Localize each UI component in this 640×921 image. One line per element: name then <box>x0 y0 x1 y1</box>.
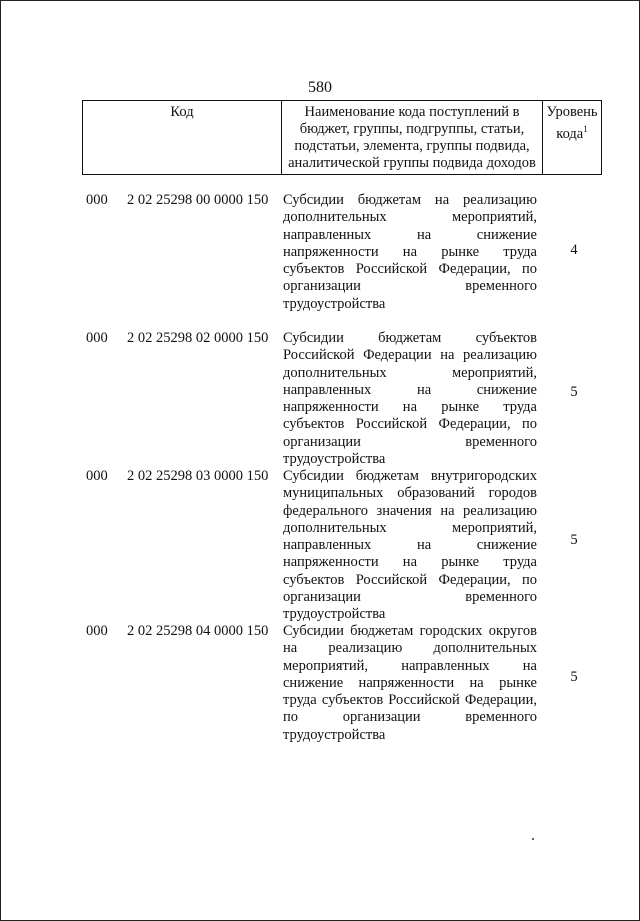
row-name: Субсидии бюджетам субъектов Российской Федерации на реализацию дополнительных мероприятий, направленных на снижение напряженности на рынке труда субъектов Российской Федерации, по организации временного трудоустройства <box>283 330 537 468</box>
table-body <box>0 192 640 747</box>
row-name: Субсидии бюджетам внутригородских муниципальных образований городов федерального значения на реализацию дополнительных мероприятий, направленных на снижение напряженности на рынке труда субъектов Российской Федерации, по организации временного трудоустройства <box>283 468 537 623</box>
row-level: 4 <box>570 242 578 258</box>
header-level <box>543 101 602 174</box>
header-level-label: Уровень код <box>546 104 598 142</box>
row-code: 2 02 25298 04 0000 150 <box>127 623 269 639</box>
table-row <box>0 623 640 747</box>
table-header <box>82 100 602 175</box>
header-name: Наименование кода поступлений в бюджет, группы, подгруппы, статьи, подстатьи, элемента, группы подвида, аналитической группы подвида доходов <box>282 101 543 174</box>
header-code: Код <box>83 101 282 174</box>
table-row <box>0 468 640 623</box>
row-prefix: 000 <box>86 192 108 208</box>
row-name: Субсидии бюджетам на реализацию дополнительных мероприятий, направленных на снижение напряженности на рынке труда субъектов Российской Федерации, по организации временного трудоустройства <box>283 192 537 312</box>
row-level: 5 <box>570 669 578 685</box>
row-code: 2 02 25298 02 0000 150 <box>127 330 269 346</box>
row-code: 2 02 25298 00 0000 150 <box>127 192 269 208</box>
row-name: Субсидии бюджетам городских округов на реализацию дополнительных мероприятий, направленных на снижение напряженности на рынке труда субъектов Российской Федерации, по организации временного трудоустройства <box>283 623 537 743</box>
table-row <box>0 192 640 330</box>
header-level-footnote: 1 <box>583 124 588 134</box>
row-prefix: 000 <box>86 468 108 484</box>
page-number: 580 <box>308 79 332 96</box>
row-prefix: 000 <box>86 330 108 346</box>
header-level-label-tail: а <box>576 125 584 142</box>
scan-speck <box>532 838 534 840</box>
row-level: 5 <box>570 384 578 400</box>
row-prefix: 000 <box>86 623 108 639</box>
row-code: 2 02 25298 03 0000 150 <box>127 468 269 484</box>
table-row <box>0 330 640 468</box>
row-level: 5 <box>570 532 578 548</box>
